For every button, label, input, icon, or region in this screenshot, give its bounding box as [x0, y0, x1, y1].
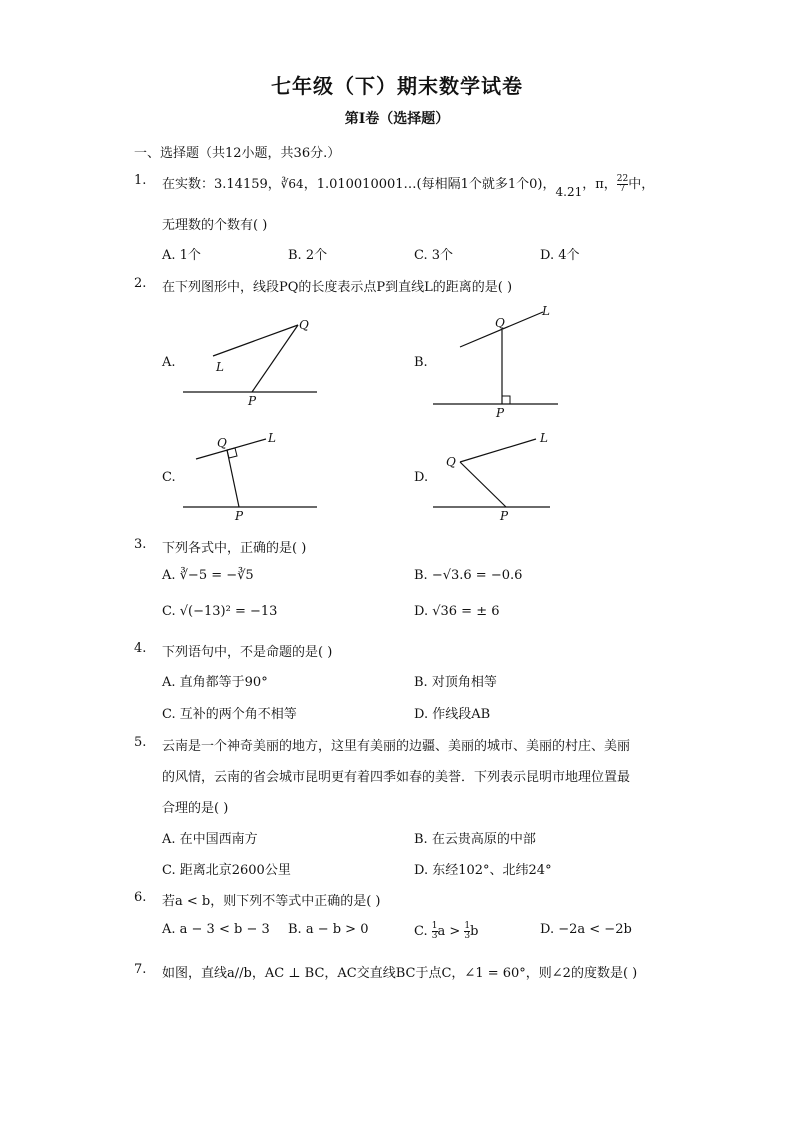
q1-option-a: A. 1个 — [162, 248, 201, 263]
q3-option-b: B. −√3.6 = −0.6 — [414, 568, 523, 583]
q5-line2: 的风情，云南的省会城市昆明更有着四季如春的美誉．下列表示昆明市地理位置最 — [162, 770, 631, 785]
q5-option-d: D. 东经102°、北纬24° — [414, 863, 552, 878]
q2c-label-p: P — [235, 509, 244, 523]
q1-frac-num: 22 — [616, 174, 629, 184]
q2-option-d-label: D. — [414, 470, 429, 485]
q2-figure-c — [180, 425, 325, 525]
page-title: 七年级（下）期末数学试卷 — [271, 74, 523, 98]
q6-option-c — [414, 922, 478, 941]
q1-text-c: ，π， — [582, 177, 617, 192]
q2-option-b-label: B. — [414, 355, 428, 370]
q1-fraction — [617, 175, 628, 194]
q2-figure-a — [180, 310, 325, 410]
q6c-frac1-den: 3 — [431, 931, 438, 941]
q1-cbrt64: ∛64 — [280, 177, 304, 191]
q7-number: 7. — [134, 962, 147, 977]
q1-text-d: 中， — [628, 177, 655, 192]
q5-line1: 云南是一个神奇美丽的地方，这里有美丽的边疆、美丽的城市、美丽的村庄、美丽 — [162, 739, 631, 754]
q2a-label-p: P — [248, 394, 257, 408]
q6c-frac1-num: 1 — [431, 921, 438, 931]
q3-option-c: C. √(−13)² = −13 — [162, 604, 278, 619]
q6c-frac2-num: 1 — [464, 921, 471, 931]
q2a-label-q: Q — [299, 318, 309, 332]
q6-option-c-label: C. — [414, 924, 428, 939]
q7-text: 如图，直线a//b，AC ⊥ BC，AC交直线BC于点C，∠1 = 60°，则∠2的度数是( ) — [162, 966, 638, 981]
q6c-b: b — [470, 924, 479, 939]
q5-option-b: B. 在云贵高原的中部 — [414, 832, 536, 847]
q3-text: 下列各式中，正确的是( ) — [162, 541, 307, 556]
q3-number: 3. — [134, 537, 147, 552]
q6-number: 6. — [134, 890, 147, 905]
q2a-label-l: L — [216, 360, 224, 374]
q2-option-a-label: A. — [162, 355, 176, 370]
q2b-label-q: Q — [495, 316, 505, 330]
q2d-label-l: L — [540, 431, 548, 445]
q4-text: 下列语句中，不是命题的是( ) — [162, 645, 333, 660]
q3-option-d: D. √36 = ± 6 — [414, 604, 500, 619]
q1-option-b: B. 2个 — [288, 248, 328, 263]
q2-figure-b — [430, 300, 565, 425]
q1-number: 1. — [134, 173, 147, 188]
q2b-label-l: L — [542, 304, 550, 318]
q1-line2: 无理数的个数有( ) — [162, 218, 268, 233]
q5-line3: 合理的是( ) — [162, 801, 229, 816]
q6c-a: a > — [437, 924, 461, 939]
page-subtitle: 第I卷（选择题） — [344, 111, 450, 127]
q5-option-c: C. 距离北京2600公里 — [162, 863, 291, 878]
q6c-frac2-den: 3 — [464, 931, 471, 941]
q6-text: 若a < b，则下列不等式中正确的是( ) — [162, 894, 381, 909]
q5-number: 5. — [134, 735, 147, 750]
q1-text-a: 在实数：3.14159， — [162, 177, 281, 192]
q2-text: 在下列图形中，线段PQ的长度表示点P到直线L的距离的是( ) — [162, 280, 513, 295]
q2-option-c-label: C. — [162, 470, 176, 485]
q2c-label-q: Q — [217, 436, 227, 450]
q1-repeating-decimal: 4.21 — [555, 185, 583, 199]
q4-option-c: C. 互补的两个角不相等 — [162, 707, 297, 722]
q1-text — [162, 173, 655, 199]
section-heading: 一、选择题（共12小题，共36分.） — [134, 146, 341, 161]
q2d-label-q: Q — [446, 455, 456, 469]
q1-option-d: D. 4个 — [540, 248, 580, 263]
q2d-label-p: P — [500, 509, 509, 523]
q6-option-a: A. a − 3 < b − 3 — [162, 922, 270, 937]
q4-option-d: D. 作线段AB — [414, 707, 491, 722]
q6-option-b: B. a − b > 0 — [288, 922, 369, 937]
q2b-label-p: P — [496, 406, 505, 420]
q4-option-b: B. 对顶角相等 — [414, 675, 497, 690]
q4-option-a: A. 直角都等于90° — [162, 675, 268, 690]
q5-option-a: A. 在中国西南方 — [162, 832, 258, 847]
q6-option-d: D. −2a < −2b — [540, 922, 632, 937]
q2-figure-d — [430, 425, 565, 525]
q2c-label-l: L — [268, 431, 276, 445]
q1-frac-den: 7 — [619, 184, 626, 194]
q2-number: 2. — [134, 276, 147, 291]
q4-number: 4. — [134, 641, 147, 656]
q1-option-c: C. 3个 — [414, 248, 454, 263]
q1-text-b: ，1.010010001…(每相隔1个就多1个0)， — [303, 177, 556, 192]
q3-option-a: A. ∛−5 = −∛5 — [162, 568, 254, 583]
